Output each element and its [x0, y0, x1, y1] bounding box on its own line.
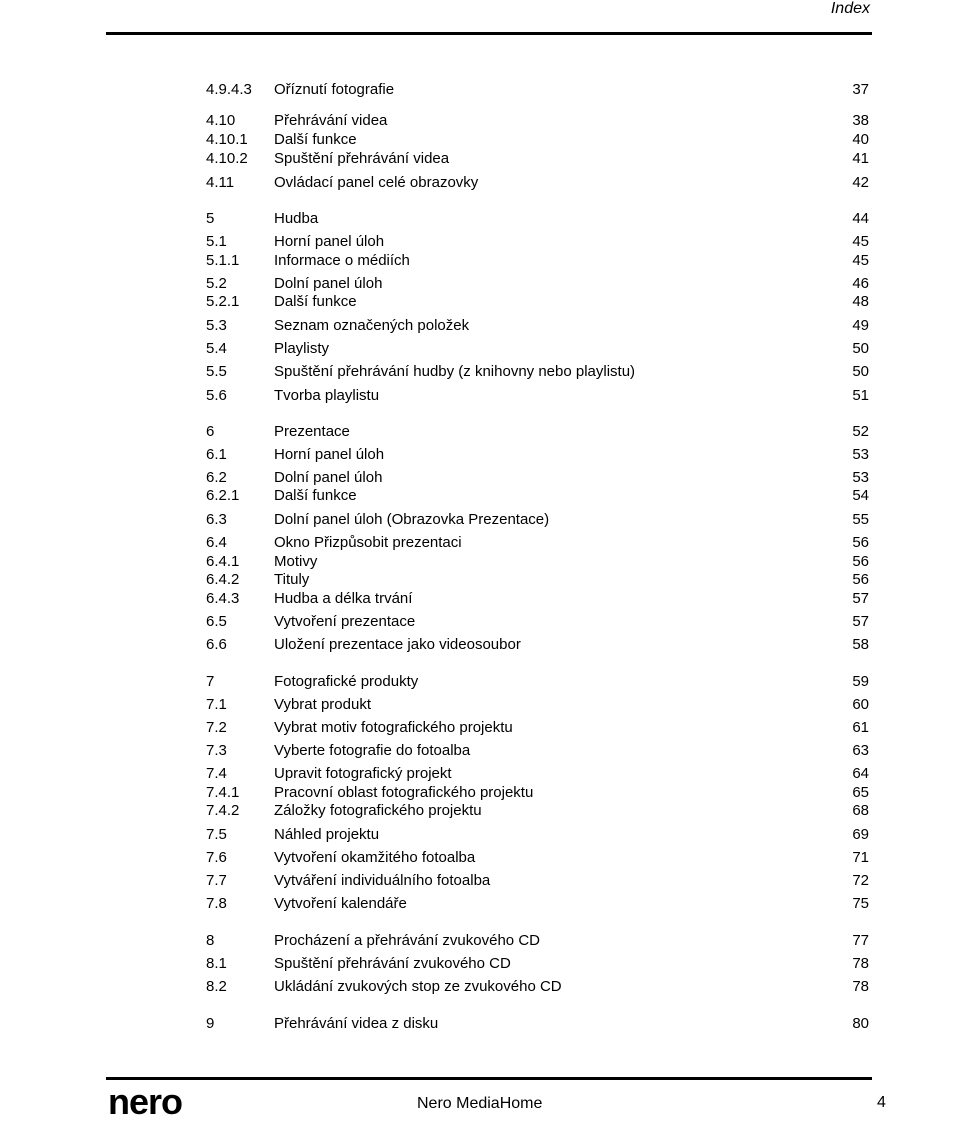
- toc-entry-title: Horní panel úloh: [274, 233, 385, 250]
- toc-entry-title: Prezentace: [274, 423, 350, 440]
- toc-entry-page: 71: [852, 849, 869, 866]
- toc-entry: [206, 612, 869, 632]
- toc-entry: [206, 1014, 869, 1034]
- toc-entry-title: Procházení a přehrávání zvukového CD: [274, 932, 540, 949]
- toc-entry-title: Další funkce: [274, 131, 357, 148]
- toc-entry-title: Upravit fotografický projekt: [274, 765, 452, 782]
- toc-entry-page: 59: [852, 673, 869, 690]
- toc-entry-page: 56: [852, 571, 869, 588]
- toc-entry-number: 7.7: [206, 872, 227, 889]
- toc-entry-page: 69: [852, 826, 869, 843]
- toc-entry-number: 6.2.1: [206, 487, 240, 504]
- toc-entry-page: 54: [852, 487, 869, 504]
- toc-entry-number: 7.6: [206, 849, 227, 866]
- toc-entry: [206, 316, 869, 336]
- toc-entry-page: 42: [852, 174, 869, 191]
- toc-entry: [206, 149, 869, 169]
- toc-entry: [206, 274, 869, 294]
- toc-entry-number: 6.1: [206, 446, 227, 463]
- toc-entry-number: 5.1.1: [206, 252, 240, 269]
- toc-entry-number: 6.5: [206, 613, 227, 630]
- toc-entry: [206, 292, 869, 312]
- toc-entry-title: Další funkce: [274, 293, 357, 310]
- toc-entry-number: 5.2: [206, 275, 227, 292]
- toc-entry-title: Vybrat produkt: [274, 696, 371, 713]
- toc-entry-title: Vytváření individuálního fotoalba: [274, 872, 491, 889]
- toc-entry-page: 68: [852, 802, 869, 819]
- toc-entry-number: 7.5: [206, 826, 227, 843]
- toc-entry-number: 5.6: [206, 387, 227, 404]
- toc-entry-page: 55: [852, 511, 869, 528]
- toc-entry-page: 50: [852, 363, 869, 380]
- toc-entry-page: 57: [852, 590, 869, 607]
- toc-entry: [206, 339, 869, 359]
- nero-logo-text: nero: [108, 1087, 183, 1117]
- toc-entry-title: Spuštění přehrávání hudby (z knihovny nebo playlistu): [274, 363, 636, 380]
- toc-entry-page: 63: [852, 742, 869, 759]
- toc-entry-number: 5.5: [206, 363, 227, 380]
- toc-entry-title: Přehrávání videa: [274, 112, 388, 129]
- toc-entry-page: 61: [852, 719, 869, 736]
- toc-entry-page: 50: [852, 340, 869, 357]
- toc-entry-page: 64: [852, 765, 869, 782]
- toc-entry: [206, 533, 869, 553]
- toc-entry-page: 72: [852, 872, 869, 889]
- toc-entry-title: Horní panel úloh: [274, 446, 385, 463]
- toc-entry: [206, 386, 869, 406]
- toc-entry-number: 7.4: [206, 765, 227, 782]
- toc-entry: [206, 130, 869, 150]
- toc-entry-page: 78: [852, 978, 869, 995]
- toc-entry-title: Uložení prezentace jako videosoubor: [274, 636, 521, 653]
- toc-entry-page: 65: [852, 784, 869, 801]
- toc-entry: [206, 468, 869, 488]
- toc-entry-title: Seznam označených položek: [274, 317, 470, 334]
- toc-entry-number: 6.4.2: [206, 571, 240, 588]
- toc-entry-page: 37: [852, 81, 869, 98]
- toc-entry: [206, 871, 869, 891]
- toc-entry-number: 6.4.1: [206, 553, 240, 570]
- toc-entry-number: 6.4: [206, 534, 227, 551]
- toc-entry: [206, 801, 869, 821]
- toc-entry-number: 8: [206, 932, 215, 949]
- toc-entry-title: Přehrávání videa z disku: [274, 1015, 439, 1032]
- toc-entry: [206, 848, 869, 868]
- footer-product-name: Nero MediaHome: [417, 1095, 543, 1112]
- toc-entry-page: 77: [852, 932, 869, 949]
- toc-entry-page: 53: [852, 469, 869, 486]
- toc-entry: [206, 894, 869, 914]
- toc-entry: [206, 741, 869, 761]
- toc-entry: [206, 718, 869, 738]
- toc-entry-number: 5.1: [206, 233, 227, 250]
- toc-entry-number: 8.1: [206, 955, 227, 972]
- toc-entry-number: 6.3: [206, 511, 227, 528]
- toc-entry: [206, 111, 869, 131]
- toc-entry: [206, 954, 869, 974]
- toc-entry-page: 38: [852, 112, 869, 129]
- toc-entry-number: 7.1: [206, 696, 227, 713]
- toc-entry: [206, 635, 869, 655]
- toc-entry-page: 58: [852, 636, 869, 653]
- toc-entry-number: 7.2: [206, 719, 227, 736]
- toc-entry-title: Dolní panel úloh: [274, 275, 383, 292]
- toc-entry-page: 75: [852, 895, 869, 912]
- toc-entry: [206, 80, 869, 100]
- toc-entry-title: Spuštění přehrávání videa: [274, 150, 450, 167]
- toc-entry-number: 5.2.1: [206, 293, 240, 310]
- toc-entry: [206, 931, 869, 951]
- toc-entry: [206, 783, 869, 803]
- toc-entry-title: Hudba a délka trvání: [274, 590, 413, 607]
- toc-entry: [206, 764, 869, 784]
- toc-entry-number: 4.11: [206, 174, 235, 191]
- toc-entry-page: 40: [852, 131, 869, 148]
- toc-entry: [206, 672, 869, 692]
- toc-entry-page: 52: [852, 423, 869, 440]
- toc-entry-number: 4.10: [206, 112, 236, 129]
- toc-entry-title: Tvorba playlistu: [274, 387, 380, 404]
- toc-entry-title: Záložky fotografického projektu: [274, 802, 482, 819]
- toc-entry-title: Hudba: [274, 210, 319, 227]
- toc-entry: [206, 209, 869, 229]
- toc-entry-page: 45: [852, 233, 869, 250]
- toc-entry-title: Okno Přizpůsobit prezentaci: [274, 534, 462, 551]
- toc-entry-page: 53: [852, 446, 869, 463]
- toc-entry-title: Vytvoření prezentace: [274, 613, 416, 630]
- toc-entry: [206, 486, 869, 506]
- toc-entry-title: Ovládací panel celé obrazovky: [274, 174, 479, 191]
- toc-entry-number: 5.3: [206, 317, 227, 334]
- toc-entry: [206, 695, 869, 715]
- toc-entry-title: Vybrat motiv fotografického projektu: [274, 719, 513, 736]
- toc-entry-title: Oříznutí fotografie: [274, 81, 395, 98]
- toc-entry: [206, 251, 869, 271]
- toc-entry: [206, 552, 869, 572]
- toc-entry-title: Dolní panel úloh (Obrazovka Prezentace): [274, 511, 550, 528]
- toc-entry-title: Dolní panel úloh: [274, 469, 383, 486]
- toc-entry-title: Vyberte fotografie do fotoalba: [274, 742, 471, 759]
- toc-entry-title: Další funkce: [274, 487, 357, 504]
- toc-entry-page: 41: [852, 150, 869, 167]
- toc-entry-title: Spuštění přehrávání zvukového CD: [274, 955, 511, 972]
- toc-entry-page: 56: [852, 553, 869, 570]
- toc-entry-number: 5: [206, 210, 215, 227]
- nero-logo: [108, 1087, 212, 1117]
- toc-entry-number: 7.4.1: [206, 784, 240, 801]
- toc-entry-page: 60: [852, 696, 869, 713]
- toc-entry-number: 7.8: [206, 895, 227, 912]
- toc-entry-page: 56: [852, 534, 869, 551]
- toc-entry-title: Vytvoření kalendáře: [274, 895, 407, 912]
- toc-entry-page: 57: [852, 613, 869, 630]
- running-header: Index: [830, 0, 870, 17]
- toc-entry-title: Informace o médiích: [274, 252, 410, 269]
- toc-entry-page: 78: [852, 955, 869, 972]
- footer-page-number: 4: [877, 1094, 886, 1111]
- toc-entry-page: 48: [852, 293, 869, 310]
- toc-entry-number: 5.4: [206, 340, 227, 357]
- toc-entry: [206, 825, 869, 845]
- toc-entry: [206, 570, 869, 590]
- footer-rule: [106, 1077, 872, 1080]
- toc-entry-number: 6.2: [206, 469, 227, 486]
- toc-entry-title: Náhled projektu: [274, 826, 380, 843]
- toc-entry-page: 45: [852, 252, 869, 269]
- toc-entry-number: 4.10.2: [206, 150, 248, 167]
- toc-entry-number: 9: [206, 1015, 215, 1032]
- toc-entry-number: 6.6: [206, 636, 227, 653]
- toc-entry: [206, 173, 869, 193]
- toc-entry-number: 4.9.4.3: [206, 81, 252, 98]
- toc-entry-title: Tituly: [274, 571, 310, 588]
- toc-entry-number: 6: [206, 423, 215, 440]
- toc-entry: [206, 362, 869, 382]
- toc-entry: [206, 445, 869, 465]
- toc-entry-title: Fotografické produkty: [274, 673, 419, 690]
- toc-entry-number: 6.4.3: [206, 590, 240, 607]
- toc-entry-number: 4.10.1: [206, 131, 248, 148]
- toc-entry: [206, 589, 869, 609]
- toc-entry: [206, 510, 869, 530]
- toc-entry-page: 49: [852, 317, 869, 334]
- toc-entry-number: 8.2: [206, 978, 227, 995]
- toc-entry-title: Playlisty: [274, 340, 330, 357]
- toc-entry-title: Vytvoření okamžitého fotoalba: [274, 849, 476, 866]
- toc-entry: [206, 232, 869, 252]
- toc-entry-page: 51: [852, 387, 869, 404]
- toc-entry-title: Pracovní oblast fotografického projektu: [274, 784, 534, 801]
- toc-entry-number: 7.4.2: [206, 802, 240, 819]
- toc-entry-number: 7.3: [206, 742, 227, 759]
- toc-entry-number: 7: [206, 673, 215, 690]
- toc-entry-page: 80: [852, 1015, 869, 1032]
- toc-entry-page: 46: [852, 275, 869, 292]
- toc-entry-title: Ukládání zvukových stop ze zvukového CD: [274, 978, 562, 995]
- toc-entry: [206, 977, 869, 997]
- toc-entry-title: Motivy: [274, 553, 318, 570]
- toc-entry-page: 44: [852, 210, 869, 227]
- toc-entry: [206, 422, 869, 442]
